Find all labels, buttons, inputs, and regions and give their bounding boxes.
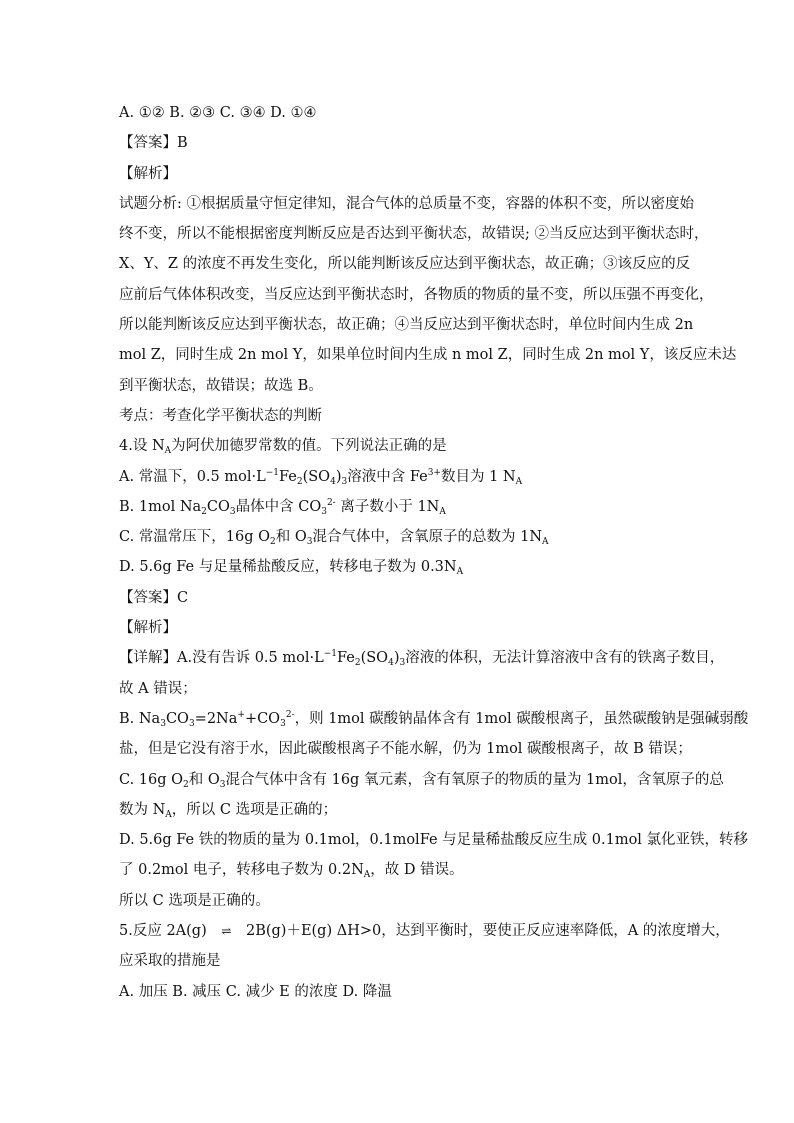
q4-detail-b-cont: 盐，但是它没有溶于水，因此碳酸根离子不能水解，仍为 1mol 碳酸根离子，故 B 错误； (119, 741, 692, 758)
q4-detail-a: 【详解】A.没有告诉 0.5 $mol\cdot L^{-1}Fe_2(SO_4)_3$溶液的体积，无法计算溶液中含有的铁离子数目， (119, 649, 725, 669)
q5-stem: 5.反应 2A(g) ⇌ 2B(g)＋E(g) ΔH>0，达到平衡时，要使正反应速率降低，A 的浓度增大， (119, 916, 679, 946)
q4-analysis-label: 【解析】 (119, 620, 177, 637)
q3-analysis-label: 【解析】 (119, 165, 177, 182)
q4-answer: 【答案】C (119, 589, 189, 606)
q4-conclusion: 所以 C 选项是正确的。 (119, 892, 270, 909)
q3-analysis-line: 所以能判断该反应达到平衡状态，故正确；④当反应达到平衡状态时，单位时间内生成 2n (119, 317, 694, 334)
document-content (119, 98, 749, 1007)
q3-answer: 【答案】B (119, 135, 188, 152)
q4-detail-c-cont: 数为 $N_A$，所以 C 选项是正确的； (119, 801, 338, 820)
equilibrium-arrow-icon: ⇌ (221, 924, 232, 939)
q4-detail-b: B. $Na_3CO_3=2Na^++CO_3^{2-}$，则 1mol 碳酸钠晶体含有 1mol 碳酸根离子，虽然碳酸钠是强碱弱酸 (119, 709, 749, 729)
q4-option-c: C. 常温常压下，16g $O_2$和 $O_3$混合气体中，含氧原子的总数为 $1N_A$ (119, 529, 549, 548)
q3-options: A. ①② B. ②③ C. ③④ D. ①④ (119, 105, 317, 121)
q4-option-a: A. 常温下，0.5 $mol\cdot L^{-1}Fe_2(SO_4)_3$溶液中含 $Fe^{3+}$数目为 1 $N_A$ (119, 467, 523, 487)
q4-detail-a-cont: 故 A 错误； (119, 680, 197, 697)
q3-analysis-line: 到平衡状态，故错误；故选 B。 (119, 377, 323, 394)
q4-detail-d: D. 5.6g Fe 铁的物质的量为 0.1mol，0.1molFe 与足量稀盐酸反应生成 0.1mol 氯化亚铁，转移 (119, 832, 749, 849)
q3-analysis-line: 终不变，所以不能根据密度判断反应是否达到平衡状态，故错误; ②当反应达到平衡状态时， (119, 226, 709, 243)
q3-point: 考点：考查化学平衡状态的判断 (119, 407, 322, 424)
q4-detail-c: C. 16g $O_2$和 $O_3$混合气体中含有 16g 氧元素，含有氧原子的物质的量为 1mol，含氧原子的总 (119, 771, 724, 790)
q4-stem: 4.设 $N_A$为阿伏加德罗常数的值。下列说法正确的是 (119, 438, 447, 457)
q5-stem-cont: 应采取的措施是 (119, 953, 221, 970)
q3-analysis-line: X、Y、Z 的浓度不再发生变化，所以能判断该反应达到平衡状态，故正确；③该反应的反 (119, 256, 691, 273)
q5-options: A. 加压 B. 减压 C. 减少 E 的浓度 D. 降温 (119, 983, 392, 1000)
q4-option-d: D. 5.6g Fe 与足量稀盐酸反应，转移电子数为 $0.3N_A$ (119, 559, 464, 578)
q3-analysis-line: 试题分析: ①根据质量守恒定律知，混合气体的总质量不变，容器的体积不变，所以密度始 (119, 195, 694, 212)
q4-option-b: B. 1mol $Na_2CO_3$晶体中含 $CO_3^{2-}$ 离子数小于 $1N_A$ (119, 497, 446, 517)
q3-analysis-line: mol Z，同时生成 2n mol Y，如果单位时间内生成 n mol Z，同时生成 2n mol Y，该反应未达 (119, 347, 737, 364)
q3-analysis-line: 应前后气体体积改变，当反应达到平衡状态时，各物质的物质的量不变，所以压强不再变化， (119, 286, 714, 303)
q4-detail-d-cont: 了 0.2mol 电子，转移电子数为 $0.2N_A$，故 D 错误。 (119, 862, 464, 881)
